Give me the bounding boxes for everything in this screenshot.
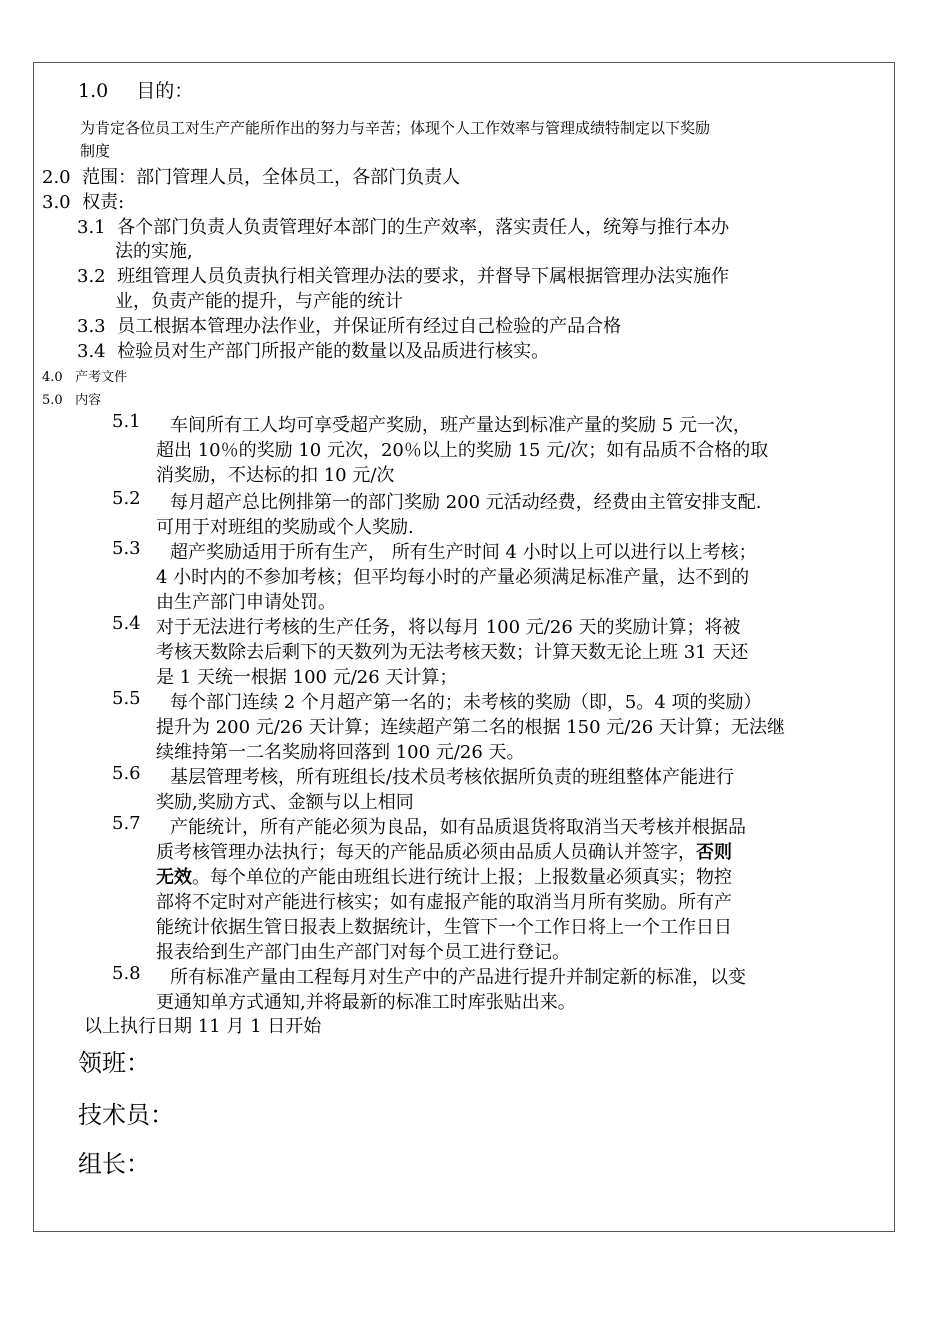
list-item-line: 续维持第一二名奖励将回落到 100 元/26 天。 [156,742,525,763]
effective-date: 以上执行日期 11 月 1 日开始 [84,1016,322,1037]
purpose-line: 制度 [80,142,111,160]
list-item: 3.4 检验员对生产部门所报产能的数量以及品质进行核实。 [77,341,550,362]
section-1-heading [78,76,193,103]
bold-text: 无效 [156,867,192,888]
list-item-line: 消奖励，不达标的扣 10 元/次 [156,465,395,486]
list-item-line: 超出 10％的奖励 10 元次，20％以上的奖励 15 元/次；如有品质不合格的取 [156,440,769,461]
purpose-line: 为肯定各位员工对生产产能所作出的努力与辛苦；体现个人工作效率与管理成绩特制定以下奖励 [80,119,711,137]
bold-text: 否则 [696,842,732,863]
list-item-number: 5.4 [112,613,141,634]
list-item-number: 5.5 [112,688,141,709]
list-item-line: 奖励,奖励方式、金额与以上相同 [156,792,414,813]
list-item-line: 能统计依据生管日报表上数据统计，生管下一个工作日将上一个工作日日 [156,917,732,938]
section-3-heading: 3.0 权责: [42,192,125,213]
list-item-cont: 业，负责产能的提升，与产能的统计 [115,291,403,312]
list-item: 3.2 班组管理人员负责执行相关管理办法的要求，并督导下属根据管理办法实施作 [77,266,730,287]
list-item-line: 提升为 200 元/26 天计算；连续超产第二名的根据 150 元/26 天计算；无法继 [156,717,785,738]
section-number: 1.0 [78,80,109,102]
section-4-heading: 4.0 产考文件 [42,370,128,385]
section-title: 目的： [136,80,194,102]
list-item-line: 每月超产总比例排第一的部门奖励 200 元活动经费，经费由主管安排支配. [170,492,762,513]
list-item-line: 质考核管理办法执行；每天的产能品质必须由品质人员确认并签字，否则 [156,842,732,863]
list-item-line: 基层管理考核，所有班组长/技术员考核依据所负责的班组整体产能进行 [170,767,735,788]
list-item-number: 5.6 [112,763,141,784]
list-item-line: 无效。每个单位的产能由班组长进行统计上报；上报数量必须真实；物控 [156,867,732,888]
signature-team-lead: 领班： [78,1049,150,1077]
list-item-line: 部将不定时对产能进行核实；如有虚报产能的取消当月所有奖励。所有产 [156,892,732,913]
list-item-number: 5.1 [112,411,141,432]
list-item-line: 由生产部门申请处罚。 [156,592,336,613]
signature-group-leader: 组长： [78,1150,150,1178]
list-item-line: 考核天数除去后剩下的天数列为无法考核天数；计算天数无论上班 31 天还 [156,642,749,663]
list-item-number: 5.8 [112,963,141,984]
list-item-line: 超产奖励适用于所有生产， 所有生产时间 4 小时以上可以进行以上考核； [170,542,757,563]
list-item-number: 5.7 [112,813,141,834]
list-item-line: 所有标准产量由工程每月对生产中的产品进行提升并制定新的标准，以变 [170,967,746,988]
list-item-number: 5.3 [112,538,141,559]
list-item-line: 是 1 天统一根据 100 元/26 天计算； [156,667,458,688]
list-item-line: 可用于对班组的奖励或个人奖励. [156,517,414,538]
section-5-heading: 5.0 内容 [42,393,102,408]
list-item-line: 产能统计，所有产能必须为良品，如有品质退货将取消当天考核并根据品 [170,817,746,838]
list-item-line: 更通知单方式通知,并将最新的标准工时库张贴出来。 [156,992,576,1013]
list-item-number: 5.2 [112,488,141,509]
list-item: 3.3 员工根据本管理办法作业，并保证所有经过自己检验的产品合格 [77,316,622,337]
list-item: 3.1 各个部门负责人负责管理好本部门的生产效率，落实责任人，统筹与推行本办 [77,217,730,238]
list-item-line: 对于无法进行考核的生产任务，将以每月 100 元/26 天的奖励计算；将被 [156,617,741,638]
list-item-line: 车间所有工人均可享受超产奖励，班产量达到标准产量的奖励 5 元一次， [170,415,751,436]
list-item-cont: 法的实施, [115,241,193,262]
signature-technician: 技术员： [78,1101,174,1129]
list-item-line: 报表给到生产部门由生产部门对每个员工进行登记。 [156,942,570,963]
list-item-line: 4 小时内的不参加考核；但平均每小时的产量必须满足标准产量，达不到的 [156,567,750,588]
list-item-line: 每个部门连续 2 个月超产第一名的；未考核的奖励（即，5。4 项的奖励） [170,692,762,713]
section-2-heading: 2.0 范围：部门管理人员，全体员工，各部门负责人 [42,167,461,188]
